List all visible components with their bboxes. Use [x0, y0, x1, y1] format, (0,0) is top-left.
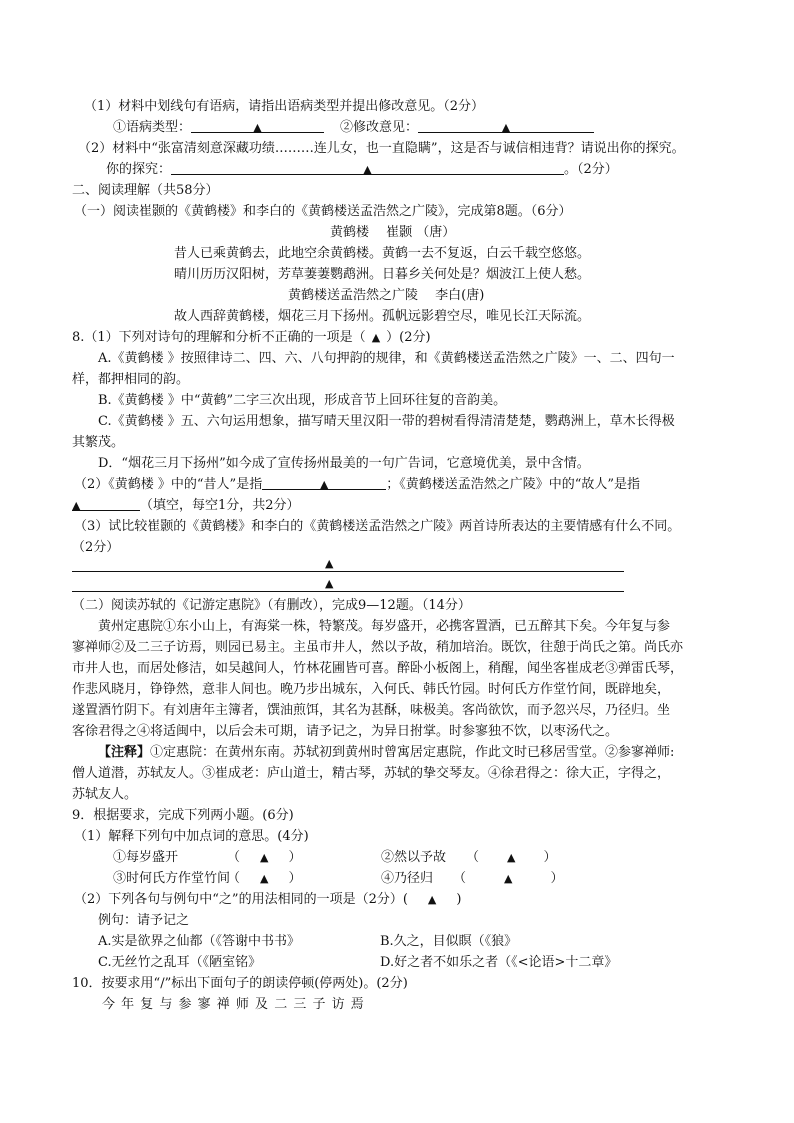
guren-blank[interactable] [72, 496, 140, 511]
question-1-1: （1）材料中划线句有语病，请指出语病类型并提出修改意见。（2分） [84, 99, 485, 114]
revision-blank[interactable] [418, 118, 594, 133]
question-8-2 [74, 475, 640, 495]
question-9-2-text: （2）下列各句与例句中“之”的用法相同的一项是（2分）( [74, 892, 408, 907]
notes-heading: 【注释】 [98, 745, 151, 760]
option-c-line-2: 其繁茂。 [72, 435, 125, 450]
passage-line-1: 黄州定惠院①东小山上，有海棠一株，特繁茂。每岁盛开，必携客置酒，已五醉其下矣。今年复与参 [98, 619, 671, 634]
score-note: 。（2分） [564, 162, 618, 177]
option-a-line-2: 样，都押相同的韵。 [72, 372, 190, 387]
answer-triangle-icon: ▲ [504, 872, 513, 885]
answer-triangle-icon: ▲ [325, 577, 334, 590]
poem-1-title: 黄鹤楼 崔颢 （唐） [330, 225, 456, 240]
example-sentence: 例句：请予记之 [98, 913, 190, 928]
question-8-1 [72, 328, 431, 348]
item-2-paren[interactable] [466, 848, 557, 868]
notes-line-1 [98, 743, 674, 763]
question-10-sentence[interactable]: 今 年 复 与 参 寥 禅 师 及 二 三 子 访 焉 [102, 997, 365, 1012]
question-8-2-score: （填空，每空1分，共2分） [140, 498, 300, 513]
question-9: 9．根据要求，完成下列两小题。(6分) [72, 808, 294, 823]
answer-triangle-icon: ▲ [325, 557, 334, 570]
question-8-2-text-b: ；《黄鹤楼送孟浩然之广陵》中的“故人”是指 [386, 477, 640, 492]
section-2-heading: 二、阅读理解（共58分） [72, 183, 219, 198]
poem-2-line-1: 故人西辞黄鹤楼，烟花三月下扬州。孤帆远影碧空尽，唯见长江天际流。 [174, 309, 591, 324]
option-a-line-1: A.《黄鹤楼 》按照律诗二、四、六、八句押韵的规律，和《黄鹤楼送孟浩然之广陵》一、二、四句一 [98, 351, 675, 366]
passage-line-5: 遂置酒竹阴下。有刘唐年主簿者，馔油煎饵，其名为甚酥，味极美。客尚欲饮，而予忽兴尽，乃径归。坐 [72, 703, 671, 718]
error-type-blank[interactable] [191, 118, 324, 133]
choice-c[interactable]: C.无丝竹之乱耳（《陋室铭》 [98, 955, 262, 970]
answer-triangle-icon: ▲ [260, 851, 269, 864]
answer-triangle-icon: ▲ [319, 478, 329, 491]
notes-text-1: ①定惠院：在黄州东南。苏轼初到黄州时曾寓居定惠院，作此文时已移居雪堂。②参寥禅师: [150, 745, 675, 760]
question-1-2: （2）材料中“张富清刻意深藏功绩………连儿女，也一直隐瞒”，这是否与诚信相违背？请说出你的探究。 [78, 141, 685, 156]
exploration-blank[interactable] [171, 160, 564, 175]
answer-triangle-icon: ▲ [507, 851, 516, 864]
poem-1-line-1: 昔人已乘黄鹤去，此地空余黄鹤楼。黄鹤一去不复返，白云千载空悠悠。 [174, 246, 591, 261]
question-8-3: （3）试比较崔颢的《黄鹤楼》和李白的《黄鹤楼送孟浩然之广陵》两首诗所表达的主要情感有什么不同。 [74, 519, 681, 534]
option-b: B.《黄鹤楼 》中“黄鹤”二字三次出现，形成音节上回环往复的音韵美。 [98, 393, 507, 408]
answer-triangle-icon: ▲ [72, 499, 81, 512]
question-10: 10．按要求用“/”标出下面句子的朗读停顿(停两处)。(2分) [72, 976, 408, 991]
part-1-intro: （一）阅读崔颢的《黄鹤楼》和李白的《黄鹤楼送孟浩然之广陵》，完成第8题。（6分） [74, 204, 572, 219]
item-3-paren[interactable] [227, 869, 302, 889]
paren-left: （ [453, 871, 467, 886]
paren-right: ） [288, 871, 302, 886]
paren-right: ） [543, 850, 557, 865]
answer-triangle-icon: ▲ [260, 872, 269, 885]
paren-left: （ [466, 850, 480, 865]
question-9-2 [74, 890, 461, 910]
poem-1-line-2: 晴川历历汉阳树，芳草萋萋鹦鹉洲。日暮乡关何处是？烟波江上使人愁。 [174, 267, 591, 282]
question-8-2-text-a: （2）《黄鹤楼 》中的“昔人”是指 [74, 477, 263, 492]
choice-b[interactable]: B.久之，目似瞑（《狼》 [380, 934, 518, 949]
choice-d[interactable]: D.好之者不如乐之者（《<论语>十二章》 [380, 955, 618, 970]
passage-line-3: 市井人也，而居处修洁，如吴越间人，竹林花圃皆可喜。醉卧小板阁上，稍醒，闻坐客崔成老③弹雷氏琴， [72, 661, 684, 676]
paren-right: ） [550, 871, 564, 886]
passage-line-4: 作悲风晓月，铮铮然，意非人间也。晚乃步出城东，入何氏、韩氏竹园。时何氏方作堂竹间，既辟地矣， [72, 682, 671, 697]
paren-left: （ [227, 871, 241, 886]
question-8-1-text: 8.（1）下列对诗句的理解和分析不正确的一项是（ [72, 330, 366, 345]
item-1-paren[interactable] [227, 848, 302, 868]
answer-line-1[interactable] [72, 571, 624, 572]
question-8-3-score: （2分） [72, 540, 120, 555]
option-c-line-1: C.《黄鹤楼 》五、六句运用想象，描写晴天里汉阳一带的碧树看得清清楚楚，鹦鹉洲上，草木长得极 [98, 414, 675, 429]
revision-label: ②修改意见： [340, 120, 419, 135]
paren-right: ) [456, 892, 462, 907]
question-9-1: （1）解释下列句中加点词的意思。(4分) [74, 829, 309, 844]
part-2-intro: （二）阅读苏轼的《记游定惠院》（有删改），完成9—12题。（14分） [72, 598, 471, 613]
item-4: ④乃径归 [381, 871, 434, 886]
passage-line-2: 寥禅师②及二三子访焉，则园已易主。主虽市井人，然以予故，稍加培治。既饮，往憩于尚氏之第。尚氏亦 [72, 640, 684, 655]
notes-line-2: 僧人道潜，苏轼友人。③崔成老：庐山道士，精古琴，苏轼的挚交琴友。④徐君得之：徐大正，字得之， [72, 766, 671, 781]
paren-left: （ [227, 850, 241, 865]
notes-line-3: 苏轼友人。 [72, 787, 138, 802]
paren-right: ） [288, 850, 302, 865]
question-8-2-cont [72, 496, 300, 516]
answer-triangle-icon: ▲ [363, 163, 372, 176]
answer-triangle-icon: ▲ [501, 121, 511, 134]
choice-a[interactable]: A.实是欲界之仙都（《答谢中书书》 [98, 934, 301, 949]
question-8-1-score: ）(2分) [386, 330, 431, 345]
item-2: ②然以予故 [381, 850, 447, 865]
xiren-blank[interactable] [262, 475, 386, 490]
answer-triangle-icon[interactable]: ▲ [371, 331, 381, 344]
item-4-paren[interactable] [453, 869, 564, 889]
question-1-2-answer [106, 160, 618, 180]
poem-2-title: 黄鹤楼送孟浩然之广陵 李白(唐) [288, 288, 485, 303]
item-1: ①每岁盛开 [113, 850, 179, 865]
item-3: ③时何氏方作堂竹间 [113, 871, 231, 886]
option-d: D．“烟花三月下扬州”如今成了宣传扬州最美的一句广告词，它意境优美，景中含情。 [98, 456, 590, 471]
answer-line-2[interactable] [72, 591, 624, 592]
answer-triangle-icon[interactable]: ▲ [427, 893, 437, 906]
exploration-label: 你的探究： [106, 162, 172, 177]
error-type-label: ①语病类型： [113, 120, 192, 135]
passage-line-6: 客徐君得之④将适闽中，以后会未可期，请予记之，为异日拊掌。时参寥独不饮，以枣汤代之。 [72, 724, 619, 739]
answer-triangle-icon: ▲ [253, 121, 262, 134]
question-1-1-answers [113, 118, 594, 138]
